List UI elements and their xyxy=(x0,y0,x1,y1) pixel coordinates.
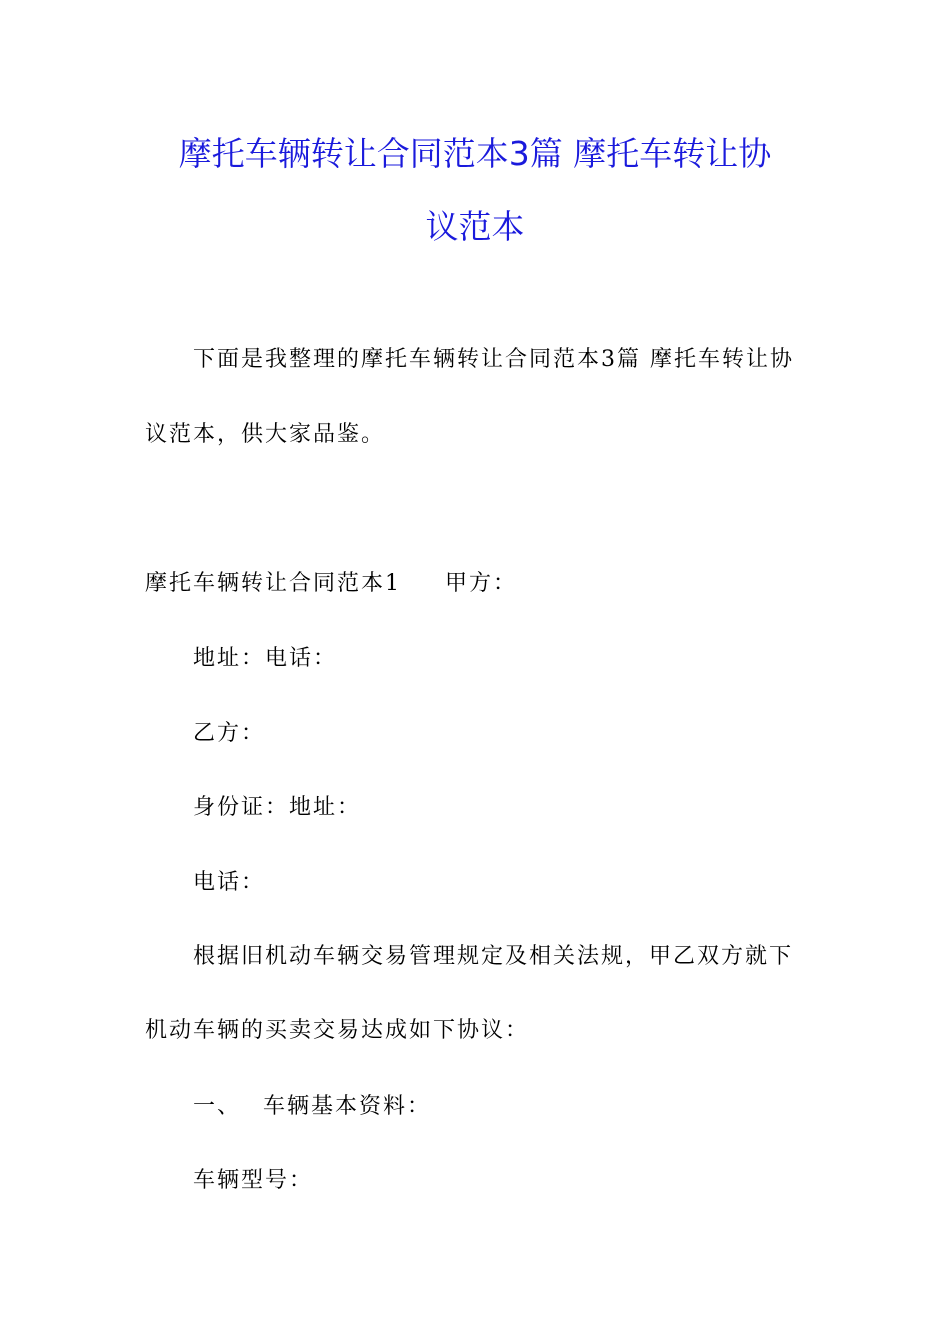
basis-paragraph-line-1: 根据旧机动车辆交易管理规定及相关法规，甲乙双方就下 xyxy=(193,944,794,969)
document-title-line-1: 摩托车辆转让合同范本3篇 摩托车转让协 xyxy=(178,134,772,173)
address-phone-label: 地址：电话： xyxy=(193,646,338,671)
intro-paragraph-line-2: 议范本，供大家品鉴。 xyxy=(145,422,386,447)
party-b-label: 乙方： xyxy=(193,721,266,746)
id-address-label: 身份证：地址： xyxy=(193,795,362,820)
document-title-line-2: 议范本 xyxy=(425,207,525,246)
basis-paragraph-line-2: 机动车辆的买卖交易达成如下协议： xyxy=(145,1018,530,1043)
vehicle-model-label: 车辆型号： xyxy=(193,1168,314,1193)
clause-1-number: 一、 xyxy=(193,1094,242,1119)
section-heading-line xyxy=(145,569,517,599)
intro-paragraph-line-1: 下面是我整理的摩托车辆转让合同范本3篇 摩托车转让协 xyxy=(193,347,794,372)
section-heading: 摩托车辆转让合同范本1 xyxy=(145,571,401,596)
clause-1-heading xyxy=(193,1092,431,1122)
party-a-label: 甲方： xyxy=(445,571,518,596)
phone-label: 电话： xyxy=(193,870,266,895)
clause-1-title: 车辆基本资料： xyxy=(263,1094,432,1119)
